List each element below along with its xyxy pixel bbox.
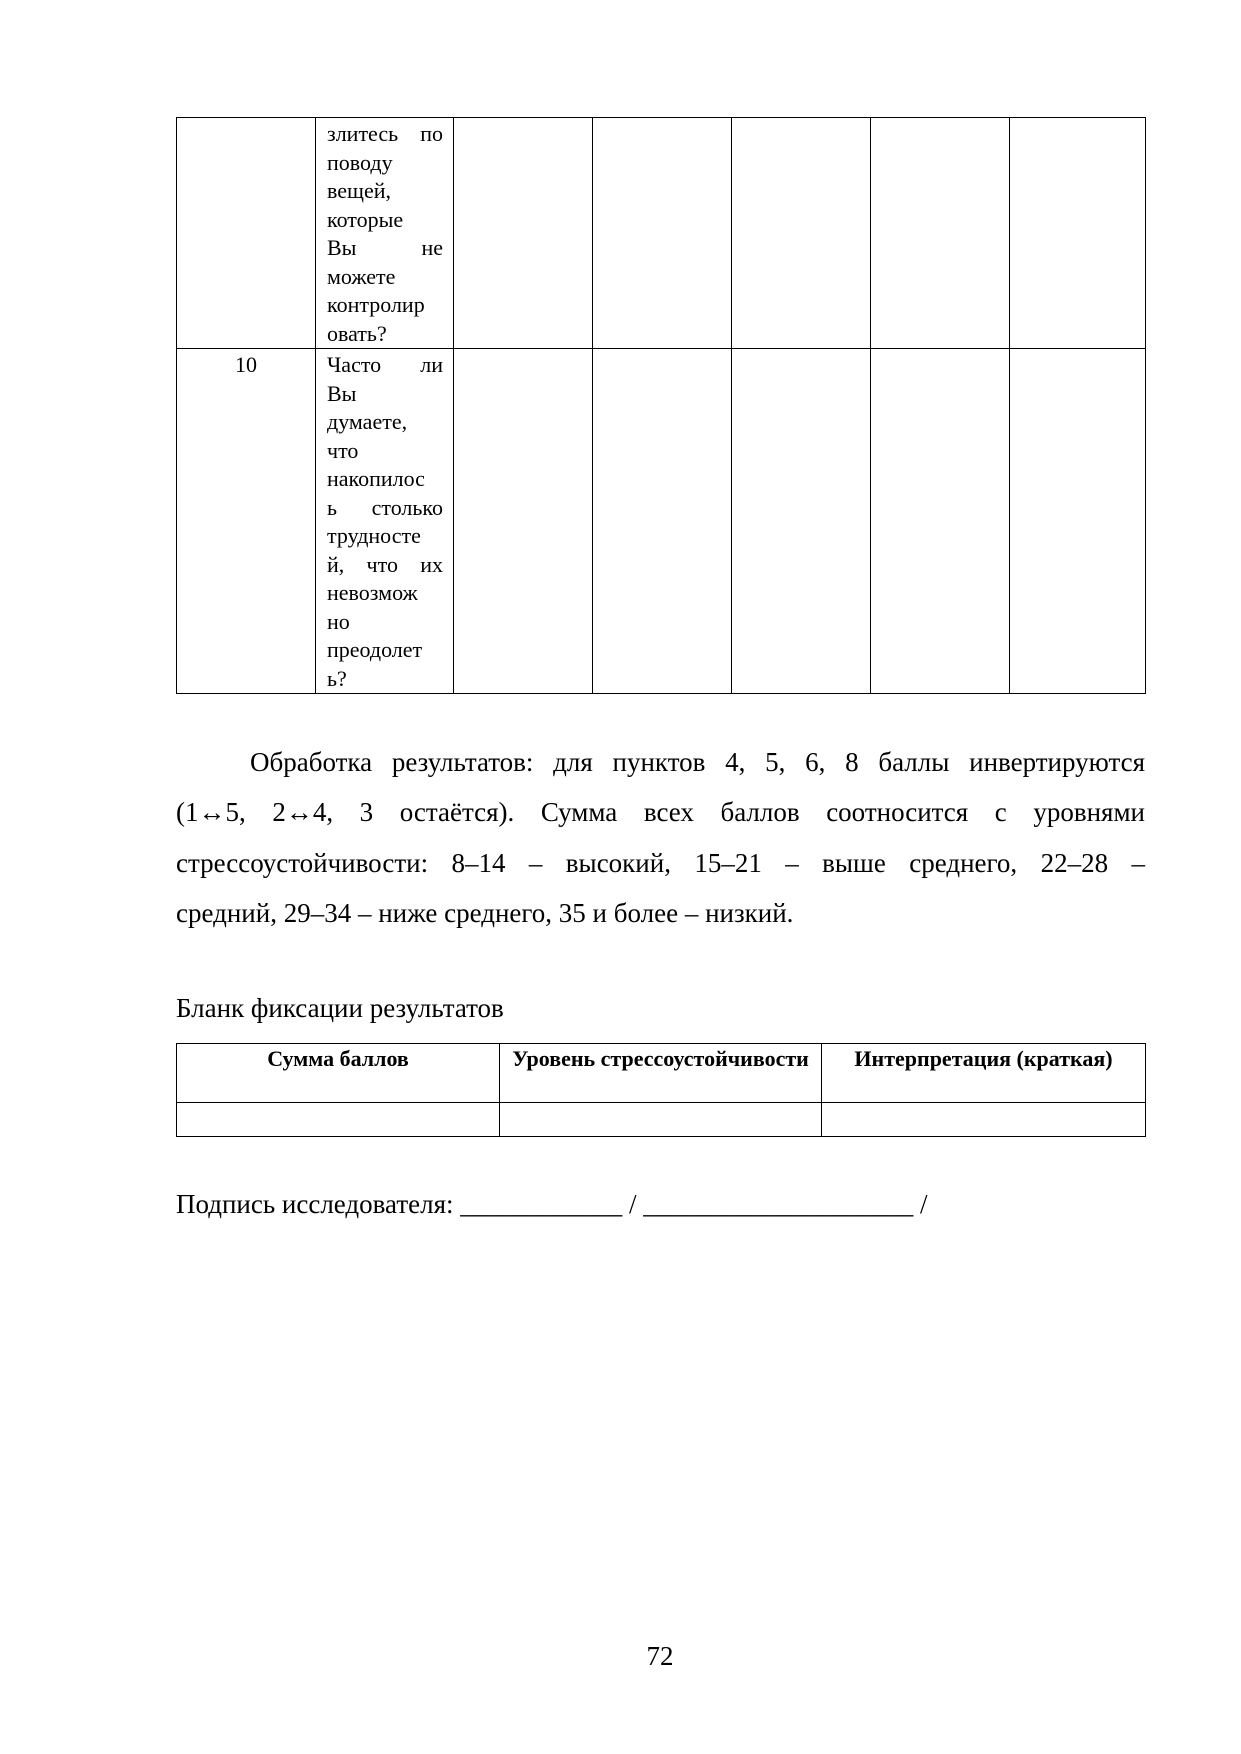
question-line: накопилос xyxy=(327,466,425,491)
answer-cell xyxy=(732,349,871,694)
table-row xyxy=(177,118,1146,349)
question-line: Часто ли xyxy=(327,352,443,377)
question-line: думаете, xyxy=(327,409,408,434)
question-line: Вы не xyxy=(327,235,443,260)
answer-cell xyxy=(732,118,871,349)
answer-cell xyxy=(1010,118,1146,349)
question-line: ь столько xyxy=(327,494,443,520)
question-line: й, что их xyxy=(327,551,443,577)
question-line: овать? xyxy=(327,320,387,346)
question-text-cell xyxy=(316,118,454,349)
question-text-cell xyxy=(316,349,454,694)
column-header-sum: Сумма баллов xyxy=(177,1044,500,1103)
table-row xyxy=(177,1103,1146,1137)
researcher-signature-line: Подпись исследователя: ____________ / ____________________ / xyxy=(176,1189,928,1219)
answer-cell xyxy=(454,118,593,349)
interpretation-cell xyxy=(822,1103,1146,1137)
question-line: ь? xyxy=(327,665,347,691)
column-header-interpretation: Интерпретация (краткая) xyxy=(822,1044,1146,1103)
paragraph-line: Обработка результатов: для пунктов 4, 5, 6, 8 баллы инвертируются xyxy=(250,747,1145,777)
question-line: невозмож xyxy=(327,580,418,605)
question-line: злитесь по xyxy=(327,121,443,146)
table-row xyxy=(177,349,1146,694)
question-line: преодолет xyxy=(327,637,423,662)
sum-cell xyxy=(177,1103,500,1137)
question-line: контролир xyxy=(327,292,425,317)
page-number: 72 xyxy=(646,1641,674,1671)
question-number-cell: 10 xyxy=(177,349,316,694)
answer-cell xyxy=(871,118,1010,349)
paragraph-line: (1↔5, 2↔4, 3 остаётся). Сумма всех баллов соотносится с уровнями xyxy=(176,797,1145,828)
answer-cell xyxy=(1010,349,1146,694)
results-form-title: Бланк фиксации результатов xyxy=(176,993,504,1023)
paragraph-line: средний, 29–34 – ниже среднего, 35 и более – низкий. xyxy=(176,897,794,928)
answer-cell xyxy=(454,349,593,694)
questionnaire-table xyxy=(176,117,1146,694)
question-line: что xyxy=(327,437,359,463)
processing-paragraph xyxy=(176,737,1145,938)
results-form-table xyxy=(176,1043,1146,1137)
question-line: Вы xyxy=(327,380,357,406)
column-header-level: Уровень стрессоустойчивости xyxy=(500,1044,822,1103)
question-line: можете xyxy=(327,263,396,289)
question-line: трудносте xyxy=(327,523,421,548)
question-line: но xyxy=(327,608,350,634)
question-line: вещей, xyxy=(327,178,392,203)
paragraph-line: стрессоустойчивости: 8–14 – высокий, 15–21 – выше среднего, 22–28 – xyxy=(176,847,1145,878)
question-number-cell xyxy=(177,118,316,349)
answer-cell xyxy=(593,118,732,349)
level-cell xyxy=(500,1103,822,1137)
answer-cell xyxy=(593,349,732,694)
question-line: которые xyxy=(327,206,404,232)
question-line: поводу xyxy=(327,149,393,175)
table-header-row xyxy=(177,1044,1146,1103)
answer-cell xyxy=(871,349,1010,694)
